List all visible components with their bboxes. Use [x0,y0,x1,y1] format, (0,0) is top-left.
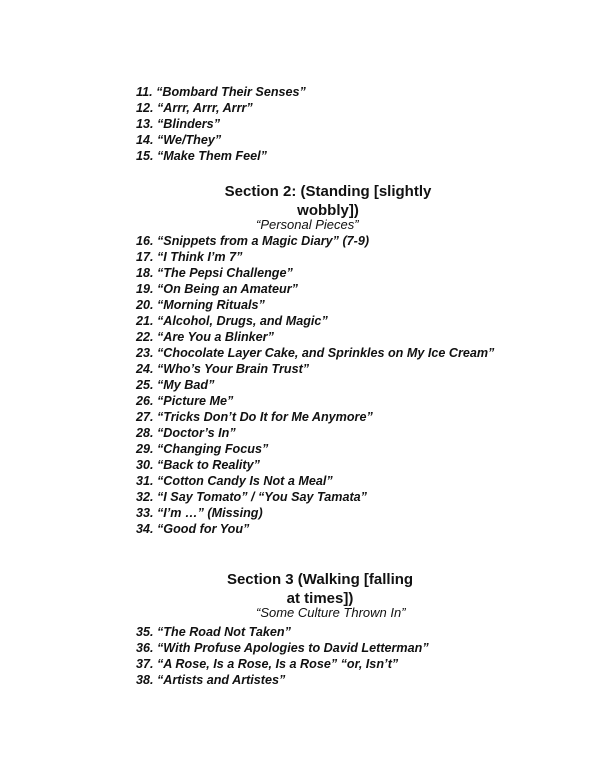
list-item: 17. “I Think I’m 7” [136,250,243,264]
section-3-subtitle: “Some Culture Thrown In” [256,605,406,620]
section-2-list [136,233,576,537]
list-item: 27. “Tricks Don’t Do It for Me Anymore” [136,410,373,424]
list-item: 28. “Doctor’s In” [136,426,236,440]
list-item: 23. “Chocolate Layer Cake, and Sprinkles on My Ice Cream” [136,346,495,360]
list-item: 14. “We/They” [136,133,222,147]
list-item: 33. “I’m …” (Missing) [136,506,263,520]
section-3-title: Section 3 (Walking [falling at times]) [226,571,414,607]
list-item: 20. “Morning Rituals” [136,298,265,312]
section-2-title: Section 2: (Standing [slightly wobbly]) [224,183,432,219]
list-item: 25. “My Bad” [136,378,215,392]
list-item: 19. “On Being an Amateur” [136,282,298,296]
list-item: 35. “The Road Not Taken” [136,625,291,639]
list-item: 30. “Back to Reality” [136,458,260,472]
list-item: 18. “The Pepsi Challenge” [136,266,293,280]
list-item: 21. “Alcohol, Drugs, and Magic” [136,314,328,328]
list-item: 37. “A Rose, Is a Rose, Is a Rose” “or, Isn’t” [136,657,399,671]
section-2-subtitle: “Personal Pieces” [256,217,359,232]
section-1-list [136,84,576,164]
list-item: 32. “I Say Tomato” / “You Say Tamata” [136,490,367,504]
list-item: 29. “Changing Focus” [136,442,269,456]
list-item: 13. “Blinders” [136,117,220,131]
list-item: 34. “Good for You” [136,522,250,536]
list-item: 22. “Are You a Blinker” [136,330,274,344]
list-item: 24. “Who’s Your Brain Trust” [136,362,310,376]
list-item: 26. “Picture Me” [136,394,234,408]
list-item: 11. “Bombard Their Senses” [136,85,306,99]
list-item: 16. “Snippets from a Magic Diary” (7-9) [136,234,370,248]
list-item: 36. “With Profuse Apologies to David Letterman” [136,641,429,655]
list-item: 15. “Make Them Feel” [136,149,267,163]
list-item: 38. “Artists and Artistes” [136,673,286,687]
list-item: 12. “Arrr, Arrr, Arrr” [136,101,253,115]
list-item: 31. “Cotton Candy Is Not a Meal” [136,474,333,488]
section-3-list [136,624,576,688]
